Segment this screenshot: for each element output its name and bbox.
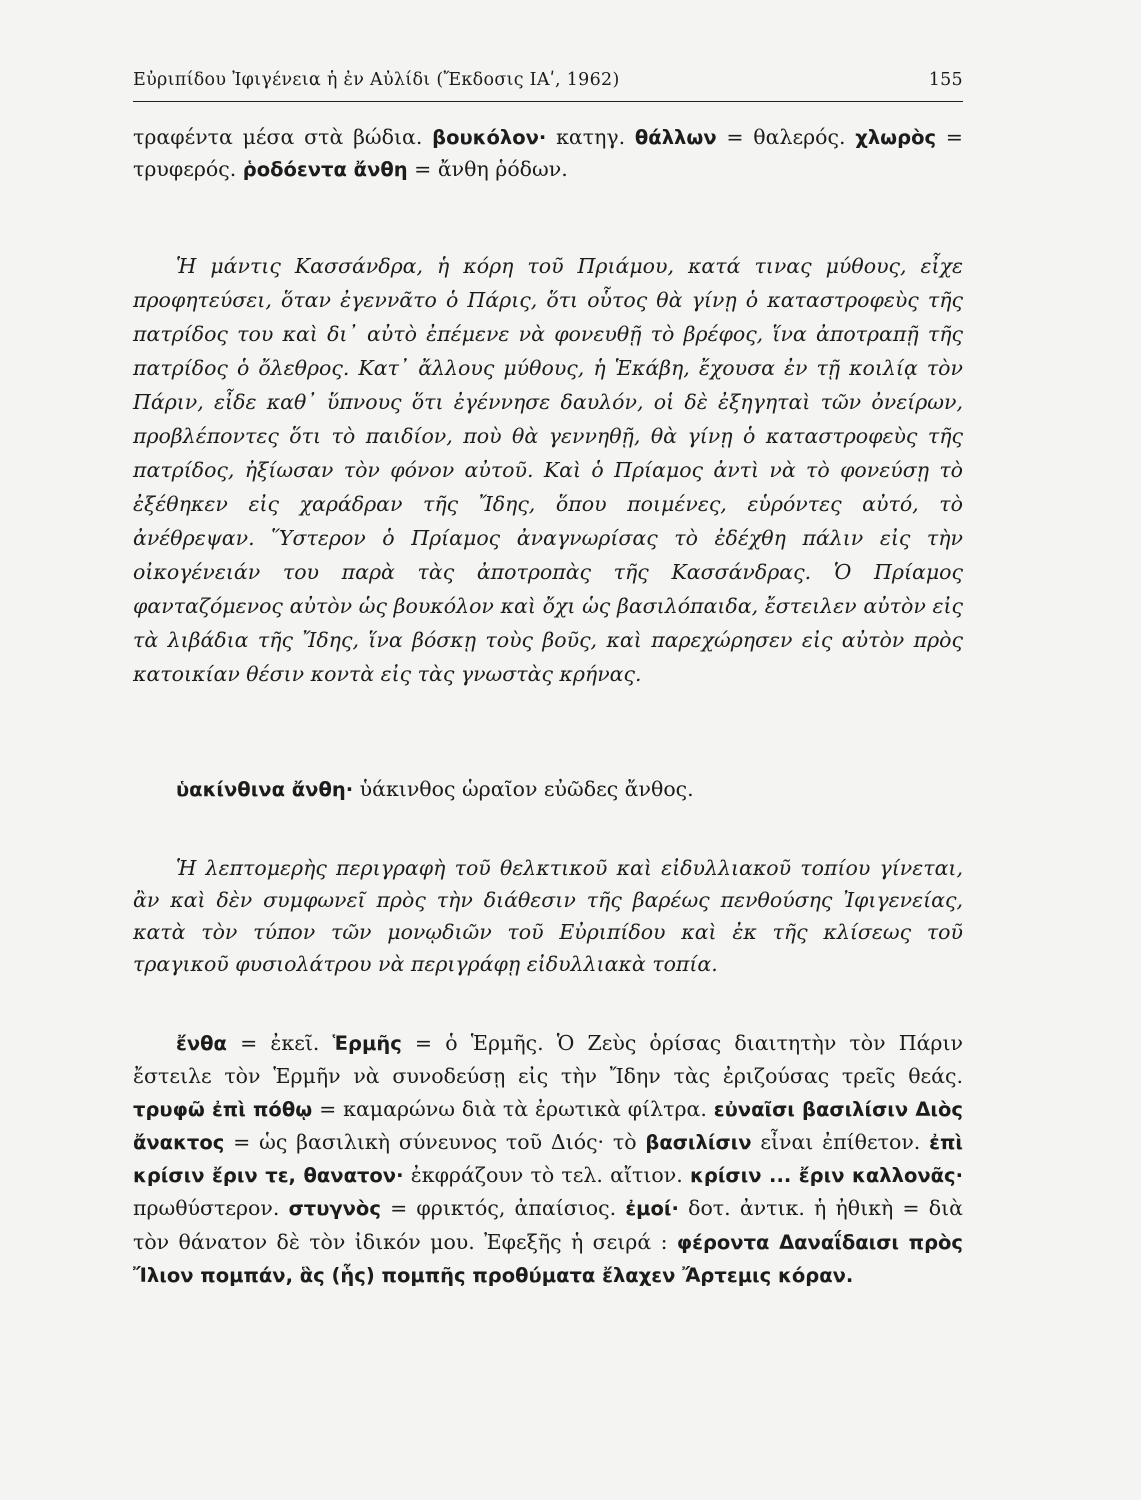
lemma: ἐμοί· [625, 1197, 679, 1221]
page-number: 155 [928, 70, 963, 90]
lemma: βασιλίσιν [645, 1130, 752, 1154]
lemma: φέροντα Δαναΐδαισι πρὸς Ἴλιον πομπάν, ἃς (ἧς) πομπῆς προθύματα ἔλαχεν Ἄρτεμις κόραν. [133, 1230, 963, 1288]
lemma: ῥοδόεντα ἄνθη [242, 157, 408, 181]
lemma: ἔνθα [176, 1032, 227, 1055]
header-rule [133, 101, 963, 102]
gloss-text: κατηγ. [546, 125, 635, 149]
running-title: Εὐριπίδου Ἰφιγένεια ἡ ἐν Αὐλίδι (Ἔκδοσις ΙΑʹ, 1962) [133, 70, 620, 90]
page-header [133, 70, 963, 90]
lemma: τρυφῶ ἐπὶ πόθῳ [133, 1097, 313, 1121]
lemma: κρίσιν ... ἔριν καλλονᾶς· [690, 1164, 963, 1188]
gloss-text: εἶναι ἐπίθετον. [751, 1129, 930, 1154]
gloss-text: πρωθύστερον. [133, 1196, 289, 1221]
gloss-text: = ὁ Ἑρμῆς. Ὁ Ζεὺς ὁρίσας διαιτητὴν τὸν Πάριν ἔστειλε τὸν Ἑρμῆν νὰ συνοδεύσῃ εἰς τὴν Ἴδην τὰς ἐριζούσας τρεῖς θεάς. [133, 1031, 963, 1089]
lemma: εὐναῖσι βασιλίσιν Διὸς ἄνακτος [133, 1097, 963, 1154]
lemma: βουκόλον· [432, 126, 547, 149]
gloss-paragraph-2 [133, 774, 963, 806]
gloss-text: = θαλερός. [716, 125, 856, 149]
commentary-paragraph-1: Ἡ μάντις Κασσάνδρα, ἡ κόρη τοῦ Πριάμου, κατά τινας μύθους, εἶχε προφητεύσει, ὅταν ἐγεννᾶτο ὁ Πάρις, ὅτι οὗτος θὰ γίνῃ ὁ καταστροφεὺς τῆς πατρίδος του καὶ δι᾽ αὐτὸ ἐπέμενε νὰ φονευθῇ τὸ βρέφος, ἵνα ἀποτραπῇ τῆς πατρίδος ὁ ὄλεθρος. Κατ᾽ ἄλλους μύθους, ἡ Ἑκάβη, ἔχουσα ἐν τῇ κοιλίᾳ τὸν Πάριν, εἶδε καθ᾽ ὕπνους ὅτι ἐγέννησε δαυλόν, οἱ δὲ ἐξηγηταὶ τῶν ὀνείρων, προβλέποντες ὅτι τὸ παιδίον, ποὺ θὰ γεννηθῇ, θὰ γίνῃ ὁ καταστροφεὺς τῆς πατρίδος, ἠξίωσαν τὸν φόνον αὐτοῦ. Καὶ ὁ Πρίαμος ἀντὶ νὰ τὸ φονεύσῃ τὸ ἐξέθηκεν εἰς χαράδραν τῆς Ἴδης, ὅπου ποιμένες, εὑρόντες αὐτό, τὸ ἀνέθρεψαν. Ὕστερον ὁ Πρίαμος ἀναγνωρίσας τὸ ἐδέχθη πάλιν εἰς τὴν οἰκογένειάν του παρὰ τὰς ἀποτροπὰς τῆς Κασσάνδρας. Ὁ Πρίαμος φανταζόμενος αὐτὸν ὡς βουκόλον καὶ ὄχι ὡς βασιλόπαιδα, ἔστειλεν αὐτὸν εἰς τὰ λιβάδια τῆς Ἴδης, ἵνα βόσκῃ τοὺς βοῦς, καὶ παρεχώρησεν εἰς αὐτὸν πρὸς κατοικίαν θέσιν κοντὰ εἰς τὰς γνωστὰς κρήνας. [133, 254, 963, 686]
gloss-text: = ἐκεῖ. [226, 1031, 333, 1055]
lemma: χλωρὸς [855, 126, 937, 149]
lemma: Ἑρμῆς [332, 1032, 402, 1055]
gloss-text: = καμαρώνω διὰ τὰ ἐρωτικὰ φίλτρα. [312, 1096, 714, 1121]
lemma: ἐπὶ κρίσιν ἔριν τε, θανατον· [133, 1130, 963, 1188]
gloss-paragraph-3 [133, 1027, 963, 1292]
gloss-text: τραφέντα μέσα στὰ βώδια. [133, 125, 433, 149]
gloss-text: = ὡς βασιλικὴ σύνευνος τοῦ Διός· τὸ [224, 1129, 646, 1154]
lemma: θάλλων [634, 126, 717, 149]
gloss-text: ὑάκινθος ὡραῖον εὐῶδες ἄνθος. [353, 777, 694, 801]
gloss-text: = τρυφερός. [133, 125, 963, 181]
lemma: ὑακίνθινα ἄνθη· [176, 778, 354, 801]
gloss-text: ἐκφράζουν τὸ τελ. αἴτιον. [403, 1163, 691, 1188]
lemma: στυγνὸς [288, 1197, 381, 1221]
gloss-paragraph-1 [133, 122, 963, 185]
gloss-text: = ἄνθη ῥόδων. [407, 156, 568, 181]
gloss-text: δοτ. ἀντικ. ἡ ἠθικὴ = διὰ τὸν θάνατον δὲ τὸν ἰδικόν μου. Ἐφεξῆς ἡ σειρά : [133, 1196, 964, 1254]
gloss-text: = φρικτός, ἀπαίσιος. [380, 1196, 626, 1221]
commentary-paragraph-2: Ἡ λεπτομερὴς περιγραφὴ τοῦ θελκτικοῦ καὶ εἰδυλλιακοῦ τοπίου γίνεται, ἂν καὶ δὲν συμφωνεῖ πρὸς τὴν διάθεσιν τῆς βαρέως πενθούσης Ἰφιγενείας, κατὰ τὸν τύπον τῶν μονῳδιῶν τοῦ Εὐριπίδου καὶ ἐκ τῆς κλίσεως τοῦ τραγικοῦ φυσιολάτρου νὰ περιγράφῃ εἰδυλλιακὰ τοπία. [133, 856, 963, 976]
